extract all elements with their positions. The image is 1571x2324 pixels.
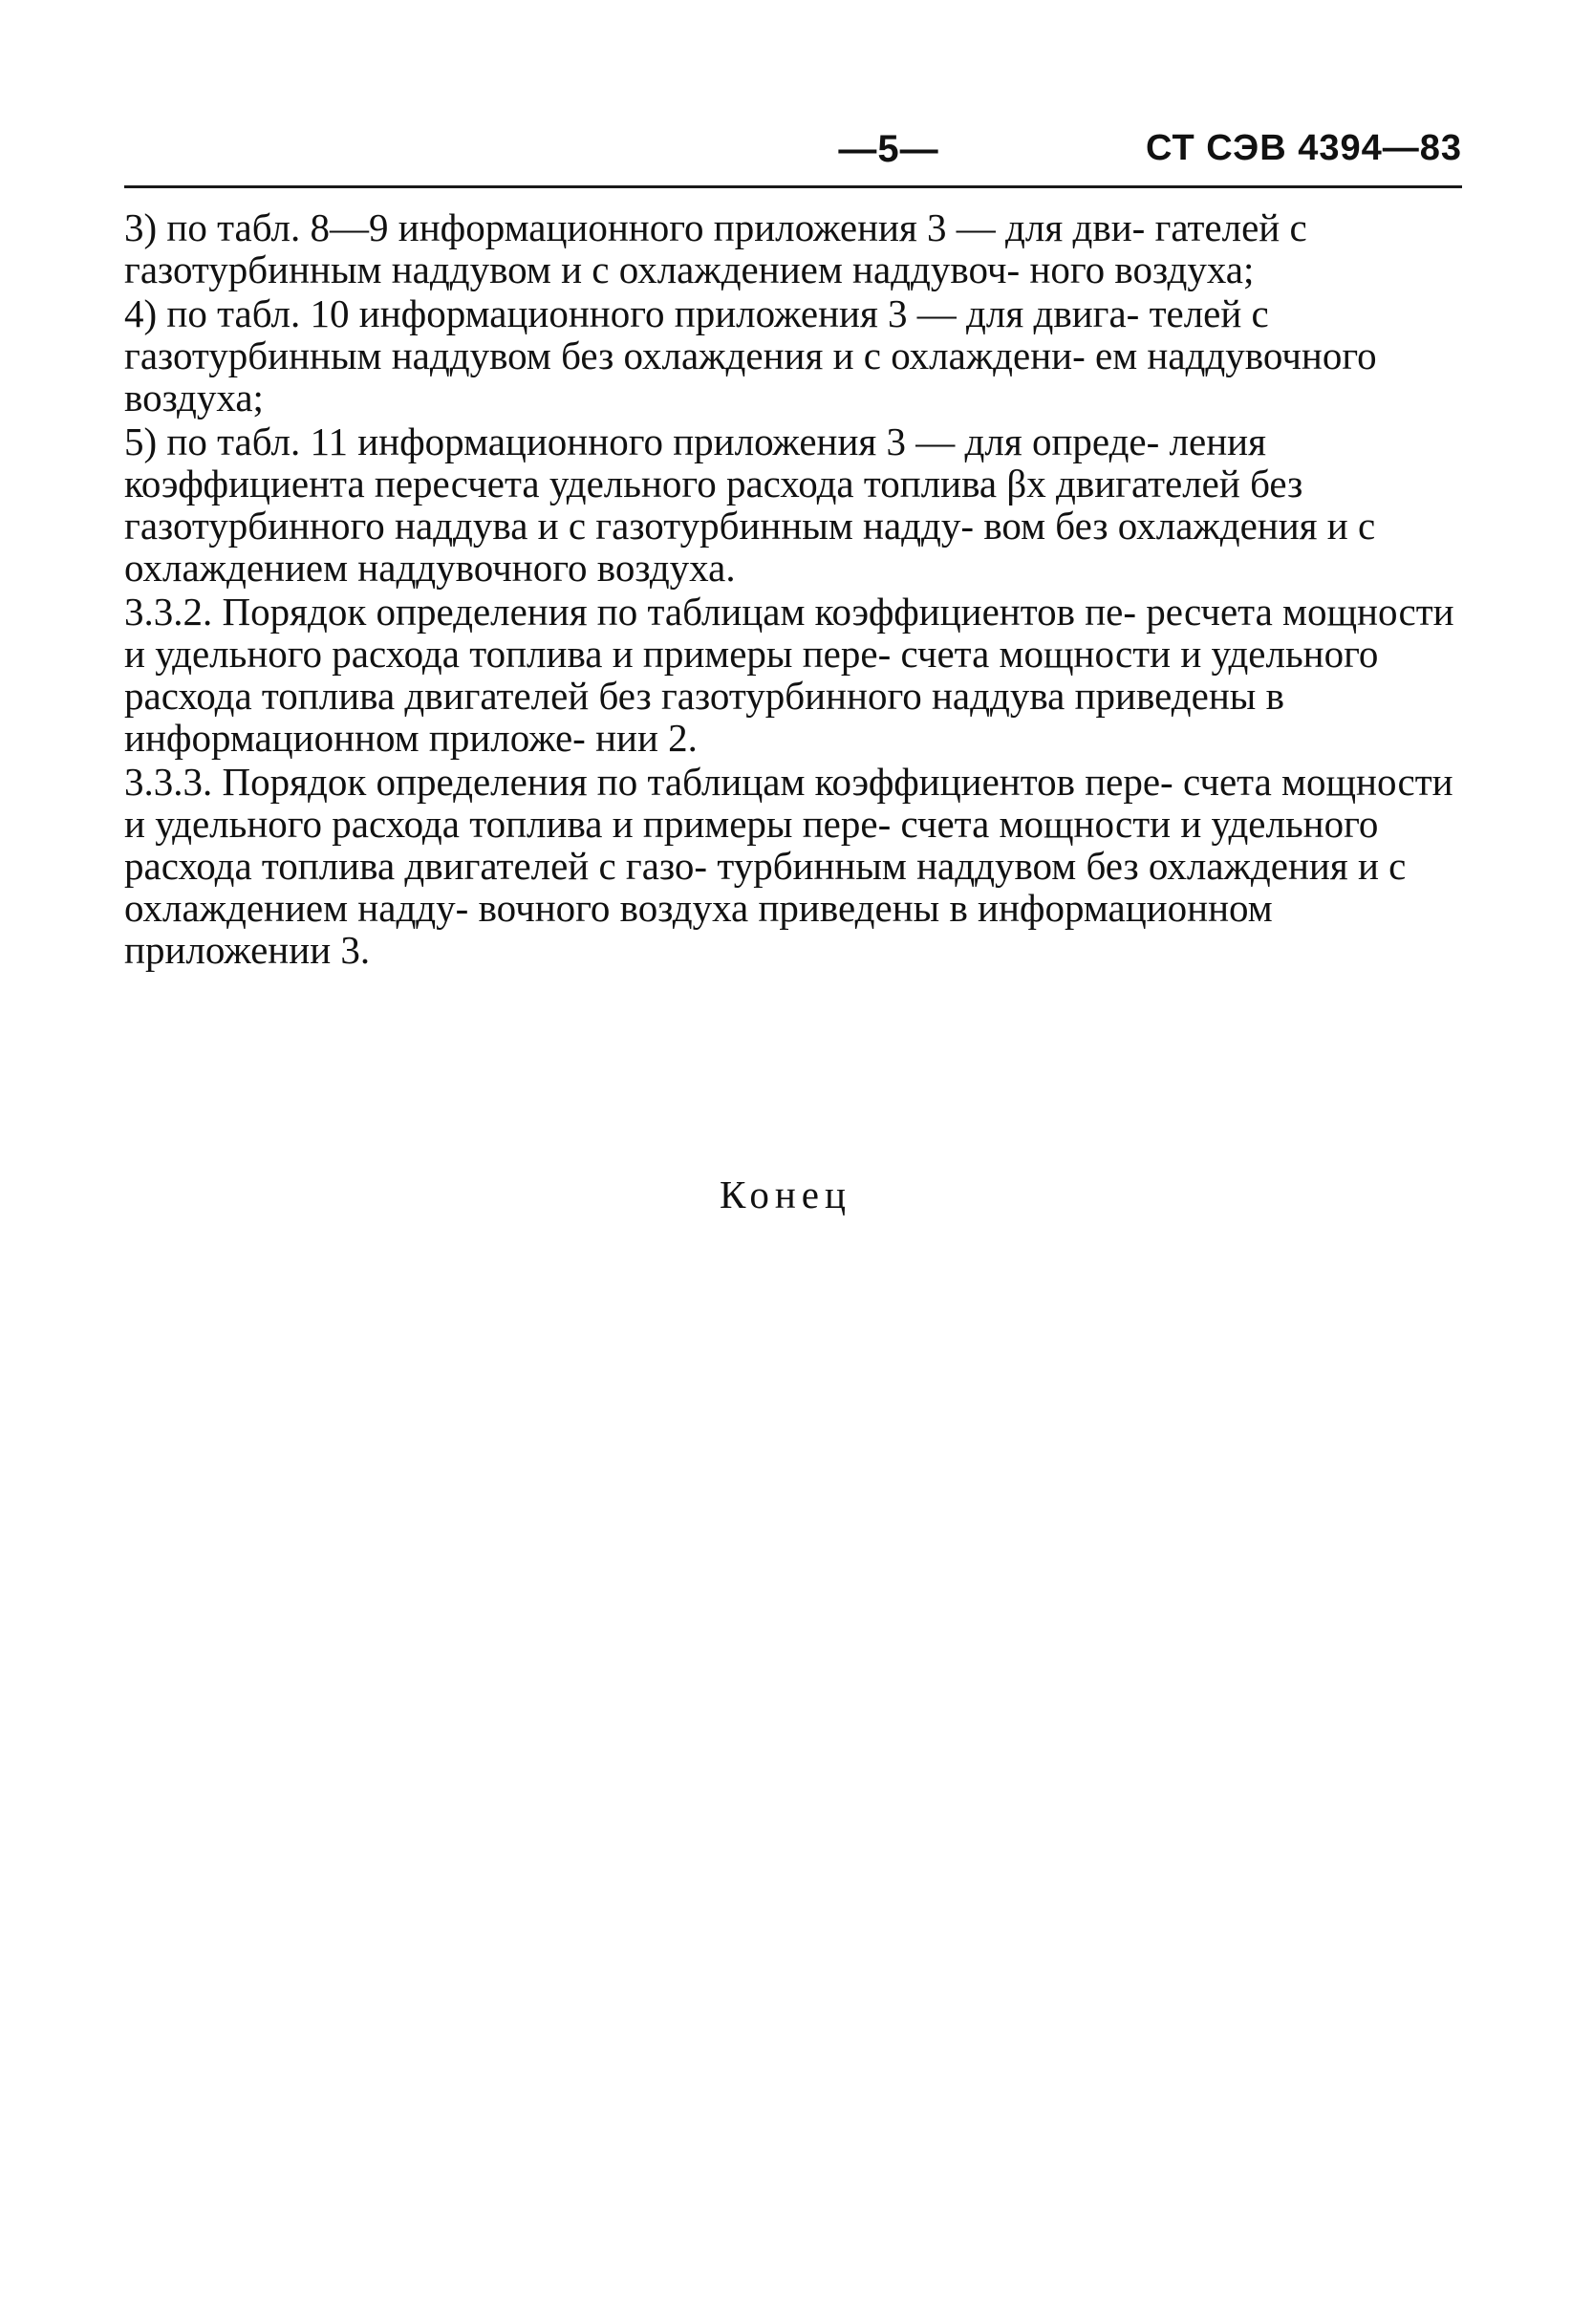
paragraph-item-5 [124,420,1462,589]
standard-code: СТ СЭВ 4394—83 [1145,128,1462,168]
document-body [124,206,1462,973]
text-line: ления коэффициента пересчета удельного расхода топлива βх [124,420,1266,506]
text-line: двигателей без газотурбинного наддува и с газотурбинным надду- [124,462,1303,548]
text-line: счета мощности и удельного расхода топлива двигателей с газо- [124,802,1379,888]
text-line: вочного воздуха приведены в информационном приложении 3. [124,886,1273,972]
text-line: 3.3.3. Порядок определения по таблицам коэффициентов пере- [124,760,1173,804]
text-line: телей с газотурбинным наддувом без охлаждения и с охлаждени- [124,291,1269,377]
paragraph-3-3-3 [124,761,1462,971]
document-end-mark: Конец [720,1173,851,1216]
text-line: счета мощности и удельного расхода топлива двигателей без [124,632,1379,718]
text-line: газотурбинного наддува приведены в информационном приложе- [124,674,1284,760]
text-line: гателей с газотурбинным наддувом и с охлаждением наддувоч- [124,205,1307,291]
text-line: ем наддувочного воздуха; [124,334,1377,420]
header-divider [124,185,1462,188]
page-number: —5— [838,128,939,170]
page-header [124,128,1462,185]
text-line: 4) по табл. 10 информационного приложения 3 — для двига- [124,291,1140,335]
text-line: 5) по табл. 11 информационного приложения 3 — для опреде- [124,420,1160,463]
text-line: вом без охлаждения и с охлаждением наддувочного воздуха. [124,504,1376,590]
text-line: нии 2. [595,716,698,760]
text-line: ного воздуха; [1029,247,1255,291]
paragraph-item-4 [124,292,1462,419]
text-line: счета мощности и удельного расхода топлива и примеры пере- [124,760,1453,846]
text-line: ресчета мощности и удельного расхода топлива и примеры пере- [124,590,1454,676]
paragraph-3-3-2 [124,591,1462,759]
text-line: 3.3.2. Порядок определения по таблицам коэффициентов пе- [124,590,1137,634]
paragraph-item-3 [124,206,1462,290]
text-line: 3) по табл. 8—9 информационного приложения 3 — для дви- [124,205,1146,249]
text-line: турбинным наддувом без охлаждения и с охлаждением надду- [124,844,1407,930]
